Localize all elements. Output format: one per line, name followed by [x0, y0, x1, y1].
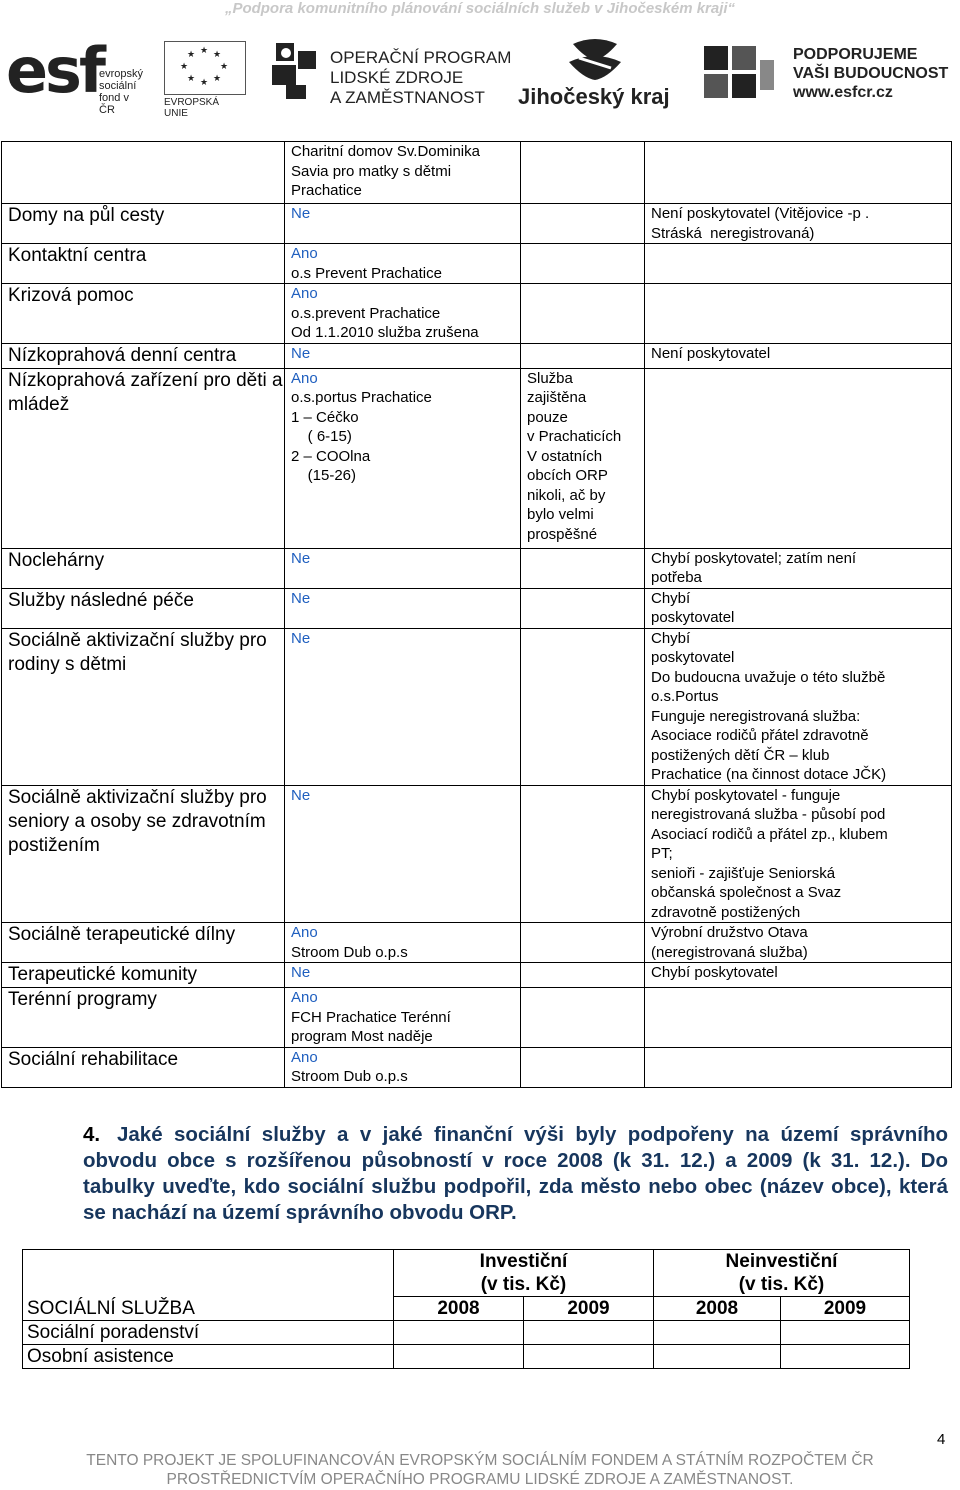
- service-note-cell: [521, 548, 645, 588]
- service-comment-cell: [645, 284, 952, 344]
- table-row: [2, 244, 952, 284]
- service-note-cell: [521, 588, 645, 628]
- service-comment-cell: [645, 1047, 952, 1087]
- service-providers-cell: [285, 1047, 521, 1087]
- comment-line: Asociace rodičů přátel zdravotně: [651, 727, 869, 744]
- service-comment-cell: [645, 628, 952, 785]
- service-note-cell: [521, 284, 645, 344]
- table-row: [2, 284, 952, 344]
- kraj-text: Jihočeský kraj: [518, 84, 670, 109]
- comment-line: poskytovatel: [651, 609, 735, 626]
- service-name: Nízkoprahová zařízení pro děti a mládež: [2, 368, 285, 548]
- service-comment-cell: [645, 368, 952, 548]
- service-providers-cell: [285, 343, 521, 368]
- table-row: [2, 343, 952, 368]
- note-line: Služba: [527, 369, 573, 387]
- service-header: SOCIÁLNÍ SLUŽBA: [23, 1250, 394, 1321]
- comment-line: Chybí poskytovatel; zatím není: [651, 549, 857, 567]
- podporujeme-text: PODPORUJEME VAŠI BUDOUCNOST www.esfcr.cz: [793, 46, 949, 101]
- table-row: [2, 628, 952, 785]
- comment-line: zdravotně postižených: [651, 903, 801, 921]
- provided-flag: Ne: [291, 786, 311, 804]
- table-row: [2, 368, 952, 548]
- funding-row-label: Sociální poradenství: [23, 1321, 394, 1345]
- service-providers-cell: [285, 785, 521, 923]
- provided-flag: Ano: [291, 1048, 318, 1066]
- service-comment-cell: [645, 204, 952, 244]
- investicni-header: Investiční (v tis. Kč): [394, 1250, 654, 1297]
- year-header: 2009: [781, 1297, 910, 1321]
- service-comment-cell: [645, 142, 952, 204]
- service-name: Krizová pomoc: [2, 284, 285, 344]
- service-comment-cell: [645, 343, 952, 368]
- comment-line: Stráská neregistrovaná): [651, 224, 815, 242]
- service-note-cell: [521, 785, 645, 923]
- comment-line: občanská společnost a Svaz: [651, 884, 842, 901]
- provider-line: ( 6-15): [291, 428, 352, 445]
- eu-flag-icon: ★ ★ ★ ★ ★ ★ ★ ★: [164, 41, 246, 95]
- service-comment-cell: [645, 244, 952, 284]
- table-row: [2, 588, 952, 628]
- service-note-cell: [521, 923, 645, 963]
- comment-line: neregistrovaná služba - působí pod: [651, 806, 886, 823]
- table-row: [2, 142, 952, 204]
- service-note-cell: [521, 343, 645, 368]
- comment-line: Není poskytovatel (Vitějovice -p .: [651, 205, 870, 222]
- service-providers-cell: [285, 548, 521, 588]
- provider-line: o.s.prevent Prachatice: [291, 304, 441, 322]
- provided-flag: Ano: [291, 989, 318, 1006]
- table-row: [2, 785, 952, 923]
- provided-flag: Ano: [291, 285, 318, 302]
- service-name: Sociální rehabilitace: [2, 1047, 285, 1087]
- question-4: [83, 1122, 948, 1226]
- funding-cell: [394, 1321, 524, 1345]
- provided-flag: Ne: [291, 629, 311, 647]
- provided-flag: Ano: [291, 245, 318, 262]
- service-note-cell: [521, 628, 645, 785]
- service-note-cell: [521, 142, 645, 204]
- provider-line: Stroom Dub o.p.s: [291, 1068, 408, 1085]
- esf-mark: esf: [6, 34, 103, 107]
- comment-line: Výrobní družstvo Otava: [651, 924, 808, 941]
- service-name: Sociálně aktivizační služby pro seniory a osoby se zdravotním postižením: [2, 785, 285, 923]
- service-note-cell: [521, 963, 645, 988]
- comment-line: Chybí: [651, 629, 691, 647]
- service-providers-cell: [285, 988, 521, 1048]
- service-note-cell: [521, 368, 645, 548]
- question-text: Jaké sociální služby a v jaké finanční výši byly podpořeny na území správního obvodu obce s rozšířenou působností v roce 2008 (k 31. 12.) a 2009 (k 31. 12.). Do tabulky uveďte, kdo sociální službu podpořil, zda město nebo obec (název obce), která se nachází na území správního obvodu ORP.: [83, 1123, 948, 1224]
- funding-cell: [394, 1345, 524, 1369]
- esf-text: evropský sociální fond v ČR: [99, 68, 144, 116]
- esfcr-logo-icon: [700, 42, 780, 104]
- note-line: nikoli, ač by: [527, 486, 606, 504]
- service-name: Noclehárny: [2, 548, 285, 588]
- note-line: zajištěna: [527, 389, 587, 406]
- footer: TENTO PROJEKT JE SPOLUFINANCOVÁN EVROPSKÝM SOCIÁLNÍM FONDEM A STÁTNÍM ROZPOČTEM ČR PROSTŘEDNICTVÍM OPERAČNÍHO PROGRAMU LIDSKÉ ZDROJE A ZAMĚSTNANOST.: [86, 1452, 874, 1488]
- service-providers-cell: [285, 588, 521, 628]
- comment-line: Chybí poskytovatel: [651, 964, 778, 981]
- comment-line: potřeba: [651, 569, 702, 586]
- note-line: prospěšné: [527, 525, 598, 543]
- provided-flag: Ne: [291, 964, 311, 981]
- table-row: [2, 1047, 952, 1087]
- page-number: 4: [937, 1431, 946, 1448]
- funding-cell: [654, 1321, 781, 1345]
- comment-line: senioři - zajišťuje Seniorská: [651, 864, 836, 882]
- service-providers-cell: [285, 368, 521, 548]
- service-note-cell: [521, 1047, 645, 1087]
- provider-line: (15-26): [291, 467, 357, 484]
- provider-line: Od 1.1.2010 služba zrušena: [291, 324, 479, 341]
- funding-row-label: Osobní asistence: [23, 1345, 394, 1369]
- op-text: OPERAČNÍ PROGRAM LIDSKÉ ZDROJE A ZAMĚSTNANOST: [330, 48, 512, 107]
- comment-line: Funguje neregistrovaná služba:: [651, 707, 861, 725]
- service-name: Kontaktní centra: [2, 244, 285, 284]
- provider-line: o.s.portus Prachatice: [291, 389, 432, 406]
- comment-line: o.s.Portus: [651, 688, 719, 705]
- comment-line: poskytovatel: [651, 649, 735, 666]
- comment-line: (neregistrovaná služba): [651, 943, 808, 961]
- logo-bar: [0, 34, 960, 119]
- provider-line: Stroom Dub o.p.s: [291, 943, 408, 961]
- service-comment-cell: [645, 588, 952, 628]
- service-name: Terapeutické komunity: [2, 963, 285, 988]
- provided-flag: Ne: [291, 205, 311, 222]
- provider-line: 1 – Céčko: [291, 408, 359, 426]
- provider-line: Prachatice: [291, 182, 362, 199]
- question-number: 4.: [83, 1123, 101, 1146]
- note-line: v Prachaticích: [527, 428, 622, 445]
- provider-line: Charitní domov Sv.Dominika: [291, 143, 480, 160]
- note-line: V ostatních: [527, 447, 603, 465]
- table-row: [2, 988, 952, 1048]
- funding-cell: [781, 1345, 910, 1369]
- service-comment-cell: [645, 963, 952, 988]
- note-line: bylo velmi: [527, 506, 594, 523]
- provided-flag: Ne: [291, 344, 311, 362]
- service-name: Domy na půl cesty: [2, 204, 285, 244]
- comment-line: Není poskytovatel: [651, 344, 771, 362]
- provider-line: FCH Prachatice Terénní: [291, 1008, 451, 1026]
- provider-line: 2 – COOlna: [291, 447, 371, 465]
- service-comment-cell: [645, 785, 952, 923]
- service-providers-cell: [285, 284, 521, 344]
- table-row: [2, 204, 952, 244]
- funding-cell: [654, 1345, 781, 1369]
- provided-flag: Ano: [291, 369, 318, 387]
- provider-line: program Most naděje: [291, 1028, 433, 1045]
- funding-table: [22, 1249, 910, 1369]
- service-note-cell: [521, 988, 645, 1048]
- service-providers-cell: [285, 204, 521, 244]
- service-name: Sociálně aktivizační služby pro rodiny s dětmi: [2, 628, 285, 785]
- comment-line: postižených dětí ČR – klub: [651, 746, 830, 764]
- provider-line: Savia pro matky s dětmi: [291, 162, 452, 180]
- provided-flag: Ano: [291, 924, 318, 941]
- comment-line: PT;: [651, 845, 673, 862]
- funding-cell: [781, 1321, 910, 1345]
- service-name: Nízkoprahová denní centra: [2, 343, 285, 368]
- eu-text: EVROPSKÁ UNIE: [164, 97, 220, 119]
- neinvesticni-header: Neinvestiční (v tis. Kč): [654, 1250, 910, 1297]
- table-row: [2, 923, 952, 963]
- note-line: obcích ORP: [527, 467, 608, 484]
- service-comment-cell: [645, 548, 952, 588]
- service-providers-cell: [285, 963, 521, 988]
- funding-cell: [524, 1345, 654, 1369]
- comment-line: Asociací rodičů a přátel zp., klubem: [651, 825, 888, 843]
- service-note-cell: [521, 244, 645, 284]
- document-header: „Podpora komunitního plánování sociálních služeb v Jihočeském kraji“: [224, 0, 736, 17]
- comment-line: Chybí: [651, 589, 691, 607]
- service-name: [2, 142, 285, 204]
- kraj-emblem-icon: [565, 38, 625, 82]
- comment-line: Do budoucna uvažuje o této službě: [651, 668, 886, 686]
- services-table: [1, 141, 952, 1088]
- service-name: Terénní programy: [2, 988, 285, 1048]
- service-providers-cell: [285, 142, 521, 204]
- year-header: 2009: [524, 1297, 654, 1321]
- service-name: Služby následné péče: [2, 588, 285, 628]
- note-line: pouze: [527, 408, 568, 426]
- funding-cell: [524, 1321, 654, 1345]
- year-header: 2008: [654, 1297, 781, 1321]
- service-providers-cell: [285, 923, 521, 963]
- op-logo-icon: [270, 41, 322, 101]
- table-row: [2, 963, 952, 988]
- service-providers-cell: [285, 628, 521, 785]
- service-name: Sociálně terapeutické dílny: [2, 923, 285, 963]
- service-comment-cell: [645, 988, 952, 1048]
- service-comment-cell: [645, 923, 952, 963]
- comment-line: Prachatice (na činnost dotace JČK): [651, 766, 887, 783]
- year-header: 2008: [394, 1297, 524, 1321]
- provided-flag: Ne: [291, 589, 311, 607]
- provider-line: o.s Prevent Prachatice: [291, 264, 442, 282]
- provided-flag: Ne: [291, 549, 311, 567]
- table-row: [2, 548, 952, 588]
- service-providers-cell: [285, 244, 521, 284]
- service-note-cell: [521, 204, 645, 244]
- comment-line: Chybí poskytovatel - funguje: [651, 786, 841, 804]
